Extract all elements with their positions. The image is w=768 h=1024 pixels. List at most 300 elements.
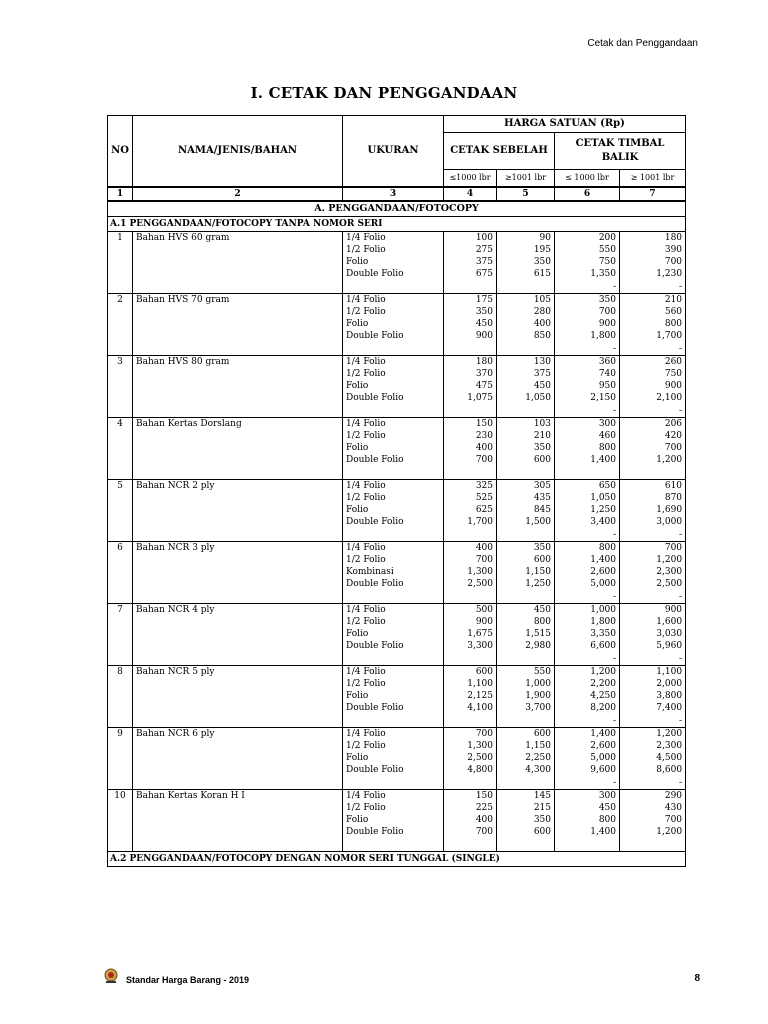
table-row — [108, 814, 686, 826]
price-double-ge1001: 210 — [620, 294, 686, 307]
item-name — [133, 566, 343, 578]
price-single-le1000: 700 — [444, 454, 497, 466]
item-size: 1/2 Folio — [343, 678, 444, 690]
table-row — [108, 616, 686, 628]
price-double-le1000: 700 — [555, 306, 620, 318]
item-number — [108, 554, 133, 566]
price-single-ge1001: 1,500 — [497, 516, 555, 528]
item-size: Double Folio — [343, 330, 444, 342]
item-name — [133, 454, 343, 466]
price-single-ge1001: 2,980 — [497, 640, 555, 652]
empty-cell — [108, 404, 133, 418]
item-name — [133, 516, 343, 528]
header-qty-ge-single: ≥1001 lbr — [497, 170, 555, 188]
item-size: Folio — [343, 318, 444, 330]
item-size: Double Folio — [343, 578, 444, 590]
price-table — [107, 115, 686, 867]
empty-price-cell: - — [620, 652, 686, 666]
empty-cell — [343, 404, 444, 418]
table-row — [108, 356, 686, 369]
item-number: 6 — [108, 542, 133, 555]
price-single-ge1001: 800 — [497, 616, 555, 628]
price-single-ge1001: 105 — [497, 294, 555, 307]
empty-price-cell — [444, 528, 497, 542]
table-row — [108, 442, 686, 454]
item-name: Bahan NCR 3 ply — [133, 542, 343, 555]
table-row — [108, 516, 686, 528]
empty-price-cell — [497, 404, 555, 418]
empty-cell — [343, 590, 444, 604]
item-size: 1/4 Folio — [343, 666, 444, 679]
item-number — [108, 616, 133, 628]
table-row — [108, 554, 686, 566]
empty-price-cell: - — [555, 714, 620, 728]
price-single-le1000: 225 — [444, 802, 497, 814]
empty-cell — [343, 466, 444, 480]
item-size: Folio — [343, 628, 444, 640]
item-name: Bahan Kertas Koran H I — [133, 790, 343, 803]
price-double-ge1001: 1,700 — [620, 330, 686, 342]
subsection-heading: A.1 PENGGANDAAN/FOTOCOPY TANPA NOMOR SERI — [108, 217, 686, 232]
item-name — [133, 330, 343, 342]
item-name — [133, 678, 343, 690]
item-size: 1/4 Folio — [343, 790, 444, 803]
table-row — [108, 752, 686, 764]
empty-price-cell: - — [555, 590, 620, 604]
price-double-le1000: 1,800 — [555, 330, 620, 342]
price-single-ge1001: 305 — [497, 480, 555, 493]
item-size: Folio — [343, 752, 444, 764]
item-name — [133, 268, 343, 280]
price-single-ge1001: 600 — [497, 454, 555, 466]
item-name — [133, 702, 343, 714]
price-double-ge1001: 700 — [620, 542, 686, 555]
item-name: Bahan HVS 70 gram — [133, 294, 343, 307]
price-single-le1000: 525 — [444, 492, 497, 504]
price-double-ge1001: 870 — [620, 492, 686, 504]
item-size: Folio — [343, 690, 444, 702]
item-number — [108, 492, 133, 504]
price-single-ge1001: 615 — [497, 268, 555, 280]
item-name — [133, 306, 343, 318]
price-double-le1000: 350 — [555, 294, 620, 307]
item-name — [133, 368, 343, 380]
price-single-ge1001: 350 — [497, 542, 555, 555]
price-double-ge1001: 8,600 — [620, 764, 686, 776]
item-number — [108, 392, 133, 404]
empty-price-cell: - — [555, 528, 620, 542]
empty-price-cell — [620, 466, 686, 480]
price-double-ge1001: 290 — [620, 790, 686, 803]
price-double-ge1001: 1,230 — [620, 268, 686, 280]
price-single-le1000: 700 — [444, 728, 497, 741]
item-name — [133, 430, 343, 442]
price-double-le1000: 1,350 — [555, 268, 620, 280]
price-double-ge1001: 7,400 — [620, 702, 686, 714]
price-single-le1000: 150 — [444, 418, 497, 431]
column-number: 1 — [108, 187, 133, 201]
item-number — [108, 752, 133, 764]
item-number — [108, 330, 133, 342]
empty-cell — [133, 466, 343, 480]
empty-price-cell: - — [555, 280, 620, 294]
item-name — [133, 492, 343, 504]
empty-cell — [108, 342, 133, 356]
price-single-le1000: 1,075 — [444, 392, 497, 404]
item-size: Double Folio — [343, 640, 444, 652]
footer-text: Standar Harga Barang - 2019 — [126, 975, 250, 985]
price-single-le1000: 675 — [444, 268, 497, 280]
item-size: 1/2 Folio — [343, 244, 444, 256]
price-double-le1000: 1,800 — [555, 616, 620, 628]
price-single-le1000: 1,675 — [444, 628, 497, 640]
item-size: 1/4 Folio — [343, 232, 444, 245]
price-single-le1000: 3,300 — [444, 640, 497, 652]
table-row — [108, 418, 686, 431]
empty-price-cell: - — [620, 342, 686, 356]
price-single-ge1001: 130 — [497, 356, 555, 369]
table-row — [108, 826, 686, 838]
item-size: 1/4 Folio — [343, 480, 444, 493]
price-double-ge1001: 4,500 — [620, 752, 686, 764]
price-double-le1000: 750 — [555, 256, 620, 268]
price-double-le1000: 1,000 — [555, 604, 620, 617]
item-name — [133, 764, 343, 776]
column-number: 3 — [343, 187, 444, 201]
price-single-ge1001: 1,515 — [497, 628, 555, 640]
item-size: 1/4 Folio — [343, 356, 444, 369]
empty-cell — [343, 280, 444, 294]
empty-price-cell — [497, 528, 555, 542]
empty-cell — [133, 280, 343, 294]
price-single-ge1001: 145 — [497, 790, 555, 803]
empty-price-cell — [444, 280, 497, 294]
item-number — [108, 430, 133, 442]
price-single-ge1001: 550 — [497, 666, 555, 679]
table-row — [108, 306, 686, 318]
price-single-ge1001: 4,300 — [497, 764, 555, 776]
price-double-le1000: 2,600 — [555, 740, 620, 752]
item-number — [108, 504, 133, 516]
item-size: 1/4 Folio — [343, 418, 444, 431]
table-row — [108, 256, 686, 268]
price-single-le1000: 1,300 — [444, 566, 497, 578]
empty-cell — [133, 342, 343, 356]
item-number — [108, 442, 133, 454]
table-row — [108, 480, 686, 493]
empty-price-cell — [444, 590, 497, 604]
price-double-le1000: 200 — [555, 232, 620, 245]
running-header: Cetak dan Penggandaan — [587, 38, 698, 49]
item-name: Bahan NCR 5 ply — [133, 666, 343, 679]
price-double-ge1001: 2,500 — [620, 578, 686, 590]
item-size: Double Folio — [343, 454, 444, 466]
price-single-ge1001: 195 — [497, 244, 555, 256]
price-double-le1000: 4,250 — [555, 690, 620, 702]
price-double-ge1001: 430 — [620, 802, 686, 814]
price-single-ge1001: 3,700 — [497, 702, 555, 714]
empty-cell — [108, 838, 133, 852]
table-row — [108, 702, 686, 714]
empty-cell — [108, 466, 133, 480]
page-title: I. CETAK DAN PENGGANDAAN — [250, 84, 518, 102]
item-number — [108, 826, 133, 838]
empty-cell — [108, 280, 133, 294]
item-name: Bahan NCR 4 ply — [133, 604, 343, 617]
price-double-ge1001: 3,030 — [620, 628, 686, 640]
empty-price-cell: - — [620, 280, 686, 294]
item-name — [133, 504, 343, 516]
price-double-le1000: 2,600 — [555, 566, 620, 578]
empty-price-cell — [444, 652, 497, 666]
price-double-le1000: 2,150 — [555, 392, 620, 404]
item-number — [108, 740, 133, 752]
price-single-le1000: 150 — [444, 790, 497, 803]
item-number — [108, 380, 133, 392]
item-name — [133, 392, 343, 404]
price-double-ge1001: 3,800 — [620, 690, 686, 702]
header-single-side: CETAK SEBELAH — [444, 133, 555, 170]
price-single-le1000: 375 — [444, 256, 497, 268]
table-row — [108, 690, 686, 702]
item-name — [133, 740, 343, 752]
spacer-row — [108, 714, 686, 728]
price-double-le1000: 800 — [555, 542, 620, 555]
item-size: Kombinasi — [343, 566, 444, 578]
spacer-row — [108, 590, 686, 604]
item-name — [133, 752, 343, 764]
price-single-le1000: 700 — [444, 826, 497, 838]
price-single-ge1001: 350 — [497, 256, 555, 268]
price-double-le1000: 800 — [555, 442, 620, 454]
item-size: 1/4 Folio — [343, 542, 444, 555]
table-row — [108, 504, 686, 516]
empty-cell — [343, 528, 444, 542]
empty-cell — [108, 652, 133, 666]
column-number: 5 — [497, 187, 555, 201]
empty-price-cell — [555, 466, 620, 480]
spacer-row — [108, 342, 686, 356]
price-single-ge1001: 1,900 — [497, 690, 555, 702]
price-double-ge1001: 1,100 — [620, 666, 686, 679]
price-double-le1000: 5,000 — [555, 578, 620, 590]
item-name: Bahan NCR 2 ply — [133, 480, 343, 493]
empty-cell — [108, 776, 133, 790]
table-row — [108, 380, 686, 392]
page-number: 8 — [694, 973, 700, 984]
price-double-ge1001: 1,200 — [620, 454, 686, 466]
item-size: Double Folio — [343, 268, 444, 280]
column-number: 2 — [133, 187, 343, 201]
price-single-le1000: 600 — [444, 666, 497, 679]
item-size: Double Folio — [343, 702, 444, 714]
price-double-le1000: 460 — [555, 430, 620, 442]
item-size: Double Folio — [343, 516, 444, 528]
price-single-ge1001: 2,250 — [497, 752, 555, 764]
table-row — [108, 728, 686, 741]
item-number — [108, 268, 133, 280]
price-double-le1000: 550 — [555, 244, 620, 256]
price-double-ge1001: 900 — [620, 604, 686, 617]
price-double-le1000: 950 — [555, 380, 620, 392]
empty-price-cell — [497, 776, 555, 790]
empty-price-cell: - — [620, 776, 686, 790]
item-size: Folio — [343, 814, 444, 826]
item-size: Folio — [343, 442, 444, 454]
item-number — [108, 306, 133, 318]
price-double-le1000: 300 — [555, 418, 620, 431]
price-single-le1000: 4,800 — [444, 764, 497, 776]
table-row — [108, 492, 686, 504]
price-double-ge1001: 2,100 — [620, 392, 686, 404]
spacer-row — [108, 280, 686, 294]
price-single-le1000: 900 — [444, 330, 497, 342]
price-single-ge1001: 400 — [497, 318, 555, 330]
price-double-le1000: 800 — [555, 814, 620, 826]
price-single-le1000: 1,100 — [444, 678, 497, 690]
empty-price-cell: - — [555, 776, 620, 790]
item-size: 1/2 Folio — [343, 802, 444, 814]
price-single-le1000: 400 — [444, 442, 497, 454]
price-single-le1000: 400 — [444, 542, 497, 555]
price-double-ge1001: 1,690 — [620, 504, 686, 516]
item-size: 1/4 Folio — [343, 728, 444, 741]
empty-cell — [343, 838, 444, 852]
item-name — [133, 256, 343, 268]
section-heading: A. PENGGANDAAN/FOTOCOPY — [108, 201, 686, 217]
price-double-ge1001: 2,300 — [620, 740, 686, 752]
price-single-le1000: 325 — [444, 480, 497, 493]
price-double-ge1001: 2,000 — [620, 678, 686, 690]
price-single-le1000: 700 — [444, 554, 497, 566]
item-number: 9 — [108, 728, 133, 741]
item-number — [108, 256, 133, 268]
empty-cell — [133, 404, 343, 418]
item-name — [133, 826, 343, 838]
item-name: Bahan NCR 6 ply — [133, 728, 343, 741]
item-size: Double Folio — [343, 392, 444, 404]
price-double-ge1001: 700 — [620, 442, 686, 454]
table-row — [108, 232, 686, 245]
item-name — [133, 318, 343, 330]
empty-price-cell — [497, 838, 555, 852]
empty-price-cell: - — [555, 342, 620, 356]
empty-price-cell — [497, 652, 555, 666]
price-double-le1000: 1,400 — [555, 826, 620, 838]
empty-cell — [108, 590, 133, 604]
table-row — [108, 628, 686, 640]
header-qty-ge-double: ≥ 1001 lbr — [620, 170, 686, 188]
price-single-le1000: 1,700 — [444, 516, 497, 528]
price-double-le1000: 360 — [555, 356, 620, 369]
item-size: Folio — [343, 504, 444, 516]
price-double-le1000: 900 — [555, 318, 620, 330]
price-double-ge1001: 5,960 — [620, 640, 686, 652]
spacer-row — [108, 404, 686, 418]
empty-cell — [343, 342, 444, 356]
empty-price-cell — [497, 342, 555, 356]
item-number — [108, 454, 133, 466]
item-size: 1/2 Folio — [343, 430, 444, 442]
item-size: 1/2 Folio — [343, 554, 444, 566]
price-single-ge1001: 375 — [497, 368, 555, 380]
price-single-ge1001: 450 — [497, 604, 555, 617]
item-name — [133, 578, 343, 590]
spacer-row — [108, 652, 686, 666]
item-size: 1/2 Folio — [343, 740, 444, 752]
table-row — [108, 578, 686, 590]
table-row — [108, 802, 686, 814]
item-number — [108, 764, 133, 776]
price-double-ge1001: 1,200 — [620, 826, 686, 838]
price-single-ge1001: 350 — [497, 814, 555, 826]
item-size: Folio — [343, 256, 444, 268]
empty-cell — [133, 652, 343, 666]
item-number — [108, 690, 133, 702]
header-qty-le-double: ≤ 1000 lbr — [555, 170, 620, 188]
item-name — [133, 244, 343, 256]
table-row — [108, 430, 686, 442]
column-number: 7 — [620, 187, 686, 201]
item-number: 3 — [108, 356, 133, 369]
price-single-le1000: 4,100 — [444, 702, 497, 714]
empty-price-cell: - — [620, 528, 686, 542]
empty-price-cell: - — [620, 714, 686, 728]
price-double-le1000: 8,200 — [555, 702, 620, 714]
price-double-ge1001: 560 — [620, 306, 686, 318]
item-size: 1/2 Folio — [343, 492, 444, 504]
empty-cell — [343, 776, 444, 790]
price-double-le1000: 1,400 — [555, 554, 620, 566]
price-double-ge1001: 610 — [620, 480, 686, 493]
table-row — [108, 640, 686, 652]
price-single-ge1001: 600 — [497, 728, 555, 741]
item-number — [108, 566, 133, 578]
price-single-ge1001: 1,050 — [497, 392, 555, 404]
table-row — [108, 764, 686, 776]
item-number: 10 — [108, 790, 133, 803]
spacer-row — [108, 528, 686, 542]
price-single-le1000: 625 — [444, 504, 497, 516]
price-single-le1000: 900 — [444, 616, 497, 628]
price-double-le1000: 1,250 — [555, 504, 620, 516]
price-single-ge1001: 600 — [497, 554, 555, 566]
item-size: 1/2 Folio — [343, 616, 444, 628]
header-size: UKURAN — [343, 116, 444, 188]
empty-price-cell — [497, 280, 555, 294]
price-single-le1000: 370 — [444, 368, 497, 380]
price-double-ge1001: 206 — [620, 418, 686, 431]
item-size: Folio — [343, 380, 444, 392]
price-single-le1000: 500 — [444, 604, 497, 617]
empty-price-cell — [497, 466, 555, 480]
price-single-ge1001: 1,000 — [497, 678, 555, 690]
empty-cell — [133, 838, 343, 852]
spacer-row — [108, 838, 686, 852]
price-double-ge1001: 700 — [620, 256, 686, 268]
price-single-le1000: 2,500 — [444, 752, 497, 764]
item-size: 1/4 Folio — [343, 294, 444, 307]
item-number: 8 — [108, 666, 133, 679]
item-name: Bahan Kertas Dorslang — [133, 418, 343, 431]
header-no: NO — [108, 116, 133, 188]
empty-price-cell — [497, 714, 555, 728]
price-single-ge1001: 600 — [497, 826, 555, 838]
price-single-ge1001: 103 — [497, 418, 555, 431]
price-single-ge1001: 435 — [497, 492, 555, 504]
table-row — [108, 790, 686, 803]
table-row — [108, 330, 686, 342]
